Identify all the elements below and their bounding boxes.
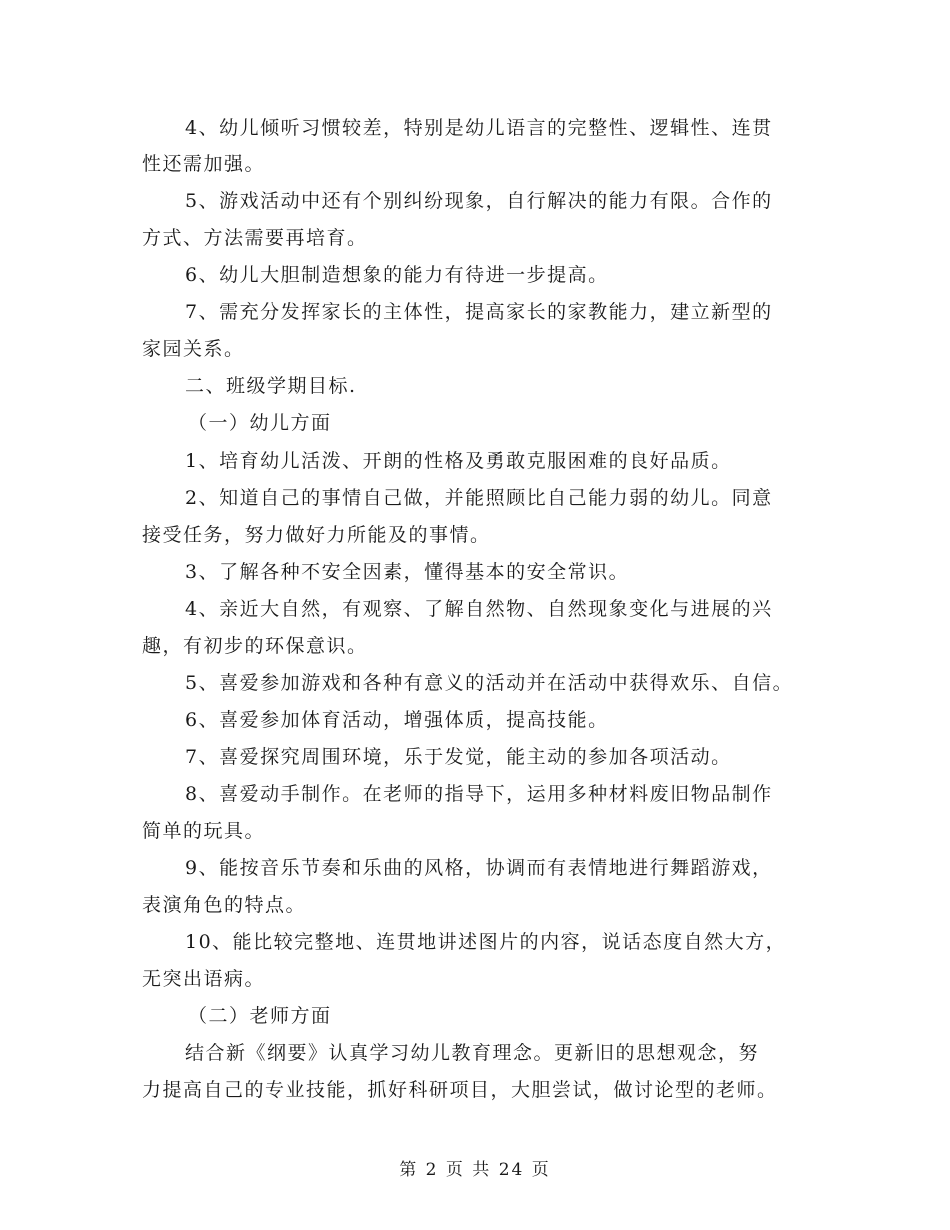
text-line: 性还需加强。 — [142, 153, 266, 175]
text-line: 2、知道自己的事情自己做，并能照顾比自己能力弱的幼儿。同意 — [185, 487, 773, 509]
text-line: 表演角色的特点。 — [142, 894, 307, 916]
text-line: 4、幼儿倾听习惯较差，特别是幼儿语言的完整性、逻辑性、连贯 — [185, 117, 773, 139]
text-line: 6、喜爱参加体育活动，增强体质，提高技能。 — [185, 709, 609, 731]
text-line: 5、游戏活动中还有个别纠纷现象，自行解决的能力有限。合作的 — [185, 190, 773, 212]
subsection-heading: （一）幼儿方面 — [188, 412, 332, 434]
text-line: 1、培育幼儿活泼、开朗的性格及勇敢克服困难的良好品质。 — [185, 450, 732, 472]
text-line: 结合新《纲要》认真学习幼儿教育理念。更新旧的思想观念，努 — [185, 1042, 760, 1064]
text-line: 6、幼儿大胆制造想象的能力有待进一步提高。 — [185, 264, 609, 286]
text-line: 趣，有初步的环保意识。 — [142, 635, 368, 657]
text-line: 无突出语病。 — [142, 968, 266, 990]
text-line: 8、喜爱动手制作。在老师的指导下，运用多种材料废旧物品制作 — [185, 783, 773, 805]
text-line: 10、能比较完整地、连贯地讲述图片的内容，说话态度自然大方， — [185, 931, 787, 953]
subsection-heading: （二）老师方面 — [188, 1005, 332, 1027]
text-line: 7、喜爱探究周围环境，乐于发觉，能主动的参加各项活动。 — [185, 746, 732, 768]
text-line: 简单的玩具。 — [142, 820, 266, 842]
text-line: 3、了解各种不安全因素，懂得基本的安全常识。 — [185, 561, 630, 583]
text-line: 4、亲近大自然，有观察、了解自然物、自然现象变化与进展的兴 — [185, 598, 773, 620]
text-line: 方式、方法需要再培育。 — [142, 227, 368, 249]
text-line: 家园关系。 — [142, 338, 245, 360]
section-heading: 二、班级学期目标. — [185, 375, 357, 397]
text-line: 接受任务，努力做好力所能及的事情。 — [142, 524, 491, 546]
text-line: 7、需充分发挥家长的主体性，提高家长的家教能力，建立新型的 — [185, 301, 773, 323]
text-line: 力提高自己的专业技能，抓好科研项目，大胆尝试，做讨论型的老师。 — [142, 1079, 778, 1101]
page-number-footer: 第 2 页 共 24 页 — [399, 1160, 551, 1180]
text-line: 9、能按音乐节奏和乐曲的风格，协调而有表情地进行舞蹈游戏， — [185, 857, 773, 879]
text-line: 5、喜爱参加游戏和各种有意义的活动并在活动中获得欢乐、自信。 — [185, 672, 794, 694]
